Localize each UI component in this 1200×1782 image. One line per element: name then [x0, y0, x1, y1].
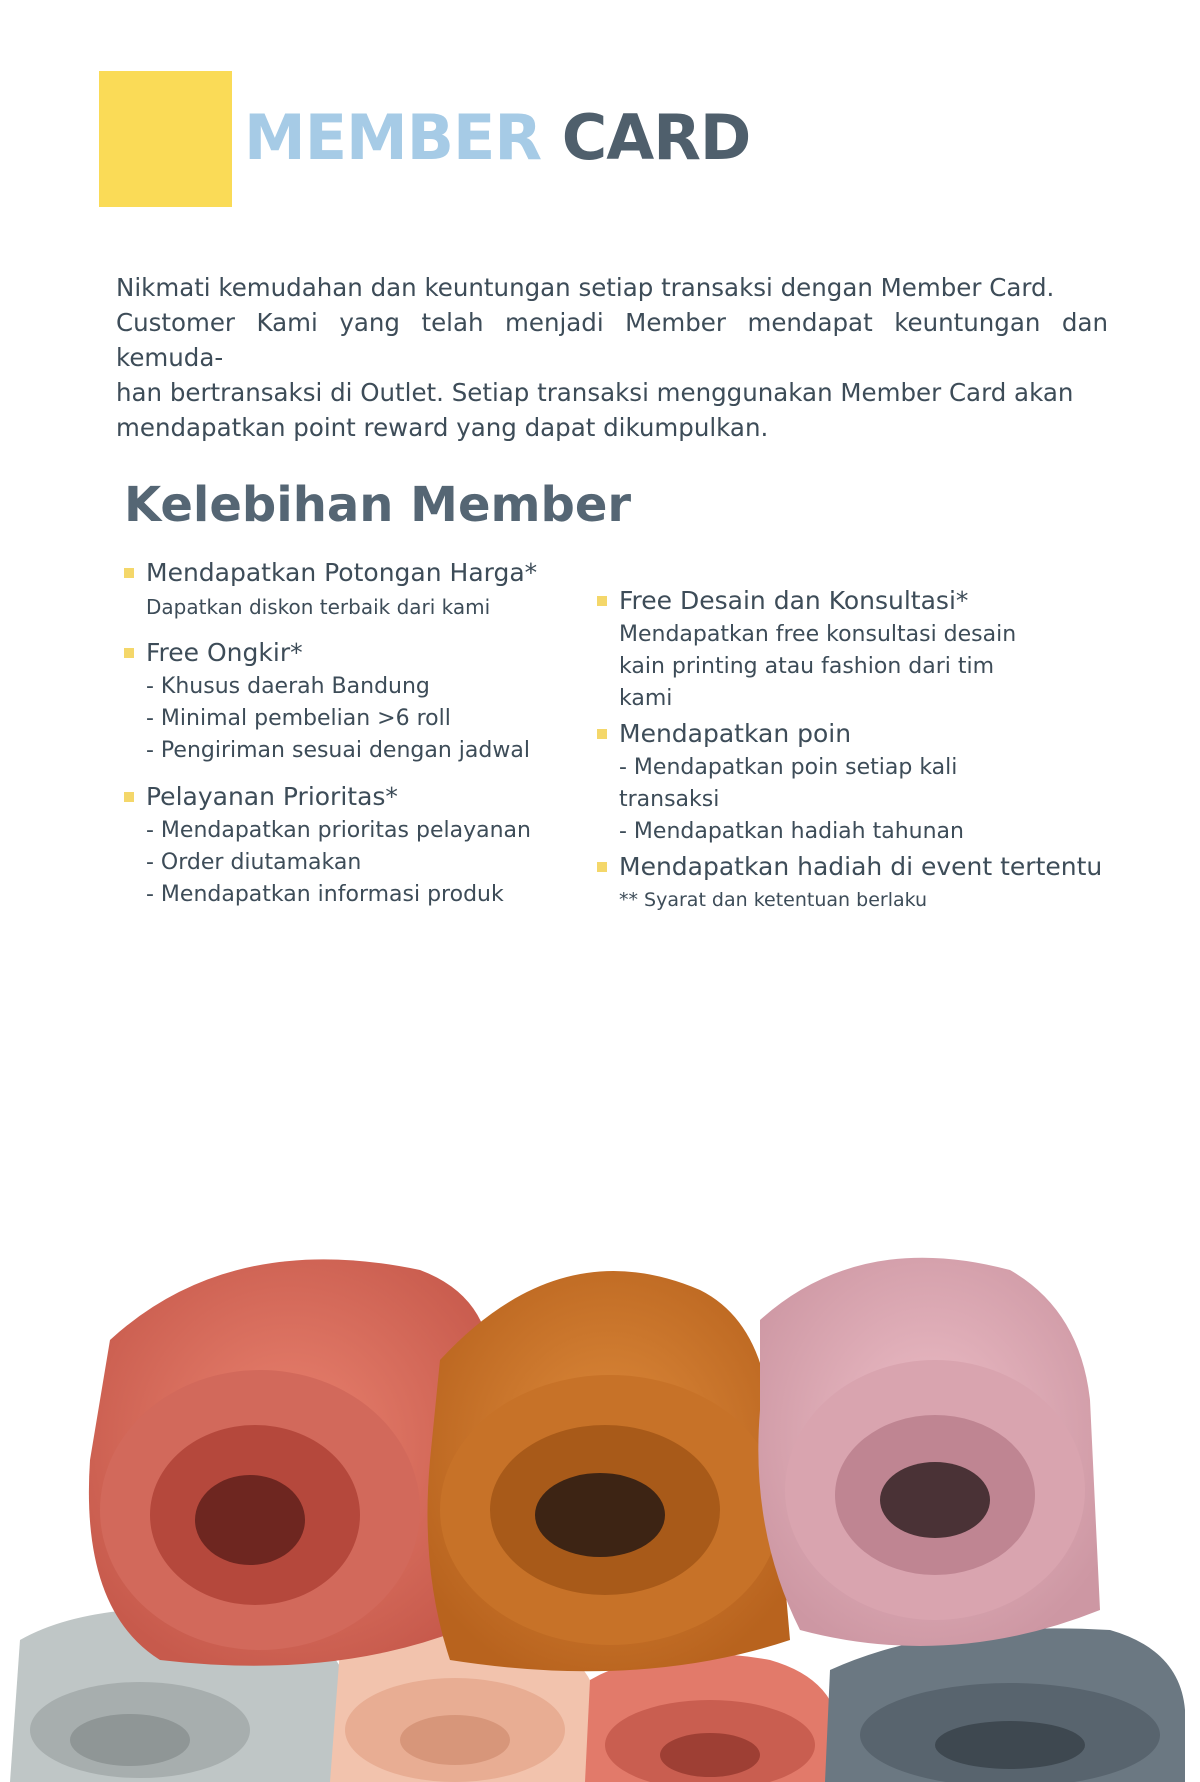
benefit-detail: Dapatkan diskon terbaik dari kami: [146, 595, 491, 619]
bullet-square-icon: [597, 729, 607, 739]
orange-roll: [428, 1271, 791, 1671]
benefit-item-points: [597, 716, 1117, 848]
benefit-title: Mendapatkan hadiah di event tertentu: [619, 852, 1103, 881]
intro-line: Customer Kami yang telah menjadi Member mendapat keuntungan dan kemuda-: [116, 308, 1108, 372]
terms-note: ** Syarat dan ketentuan berlaku: [619, 889, 928, 911]
benefit-detail: - Mendapatkan hadiah tahunan: [619, 819, 964, 844]
pink-roll: [758, 1258, 1100, 1646]
benefit-detail: kami: [619, 686, 673, 711]
benefit-item-event-gift: [597, 849, 1117, 915]
fabric-rolls-photo: [0, 1210, 1200, 1782]
benefit-item-discount: [124, 555, 584, 623]
bullet-square-icon: [124, 568, 134, 578]
benefits-left-column: [124, 555, 584, 923]
yellow-accent-block: [99, 71, 232, 207]
benefit-detail: - Order diutamakan: [146, 850, 362, 875]
intro-line: mendapatkan point reward yang dapat dikumpulkan.: [116, 413, 769, 442]
title-member: MEMBER: [244, 101, 542, 174]
bullet-square-icon: [124, 792, 134, 802]
bullet-square-icon: [124, 648, 134, 658]
benefits-right-column: [597, 583, 1117, 916]
benefit-detail: - Minimal pembelian >6 roll: [146, 706, 451, 731]
benefit-title: Mendapatkan Potongan Harga*: [146, 558, 538, 587]
benefit-detail: Mendapatkan free konsultasi desain: [619, 622, 1017, 647]
benefit-detail: - Mendapatkan informasi produk: [146, 882, 504, 907]
benefit-detail: kain printing atau fashion dari tim: [619, 654, 995, 679]
benefit-item-free-design: [597, 583, 1117, 715]
intro-paragraph: [116, 270, 1108, 445]
benefit-item-free-shipping: [124, 635, 584, 767]
benefits-title: Kelebihan Member: [124, 477, 632, 533]
page-title: [244, 96, 750, 180]
intro-line: han bertransaksi di Outlet. Setiap transaksi menggunakan Member Card akan: [116, 378, 1074, 407]
benefit-item-priority-service: [124, 779, 584, 911]
intro-line: Nikmati kemudahan dan keuntungan setiap transaksi dengan Member Card.: [116, 273, 1055, 302]
benefit-title: Free Ongkir*: [146, 638, 303, 667]
benefit-title: Free Desain dan Konsultasi*: [619, 586, 969, 615]
bullet-square-icon: [597, 596, 607, 606]
benefit-title: Mendapatkan poin: [619, 719, 852, 748]
benefit-detail: - Mendapatkan prioritas pelayanan: [146, 818, 531, 843]
benefit-detail: transaksi: [619, 787, 720, 812]
benefit-detail: - Pengiriman sesuai dengan jadwal: [146, 738, 530, 763]
benefit-detail: - Mendapatkan poin setiap kali: [619, 755, 958, 780]
bullet-square-icon: [597, 862, 607, 872]
benefit-detail: - Khusus daerah Bandung: [146, 674, 430, 699]
slate-roll: [825, 1628, 1185, 1782]
salmon-roll-bottom: [585, 1653, 840, 1782]
benefit-title: Pelayanan Prioritas*: [146, 782, 398, 811]
title-card: CARD: [561, 101, 751, 174]
